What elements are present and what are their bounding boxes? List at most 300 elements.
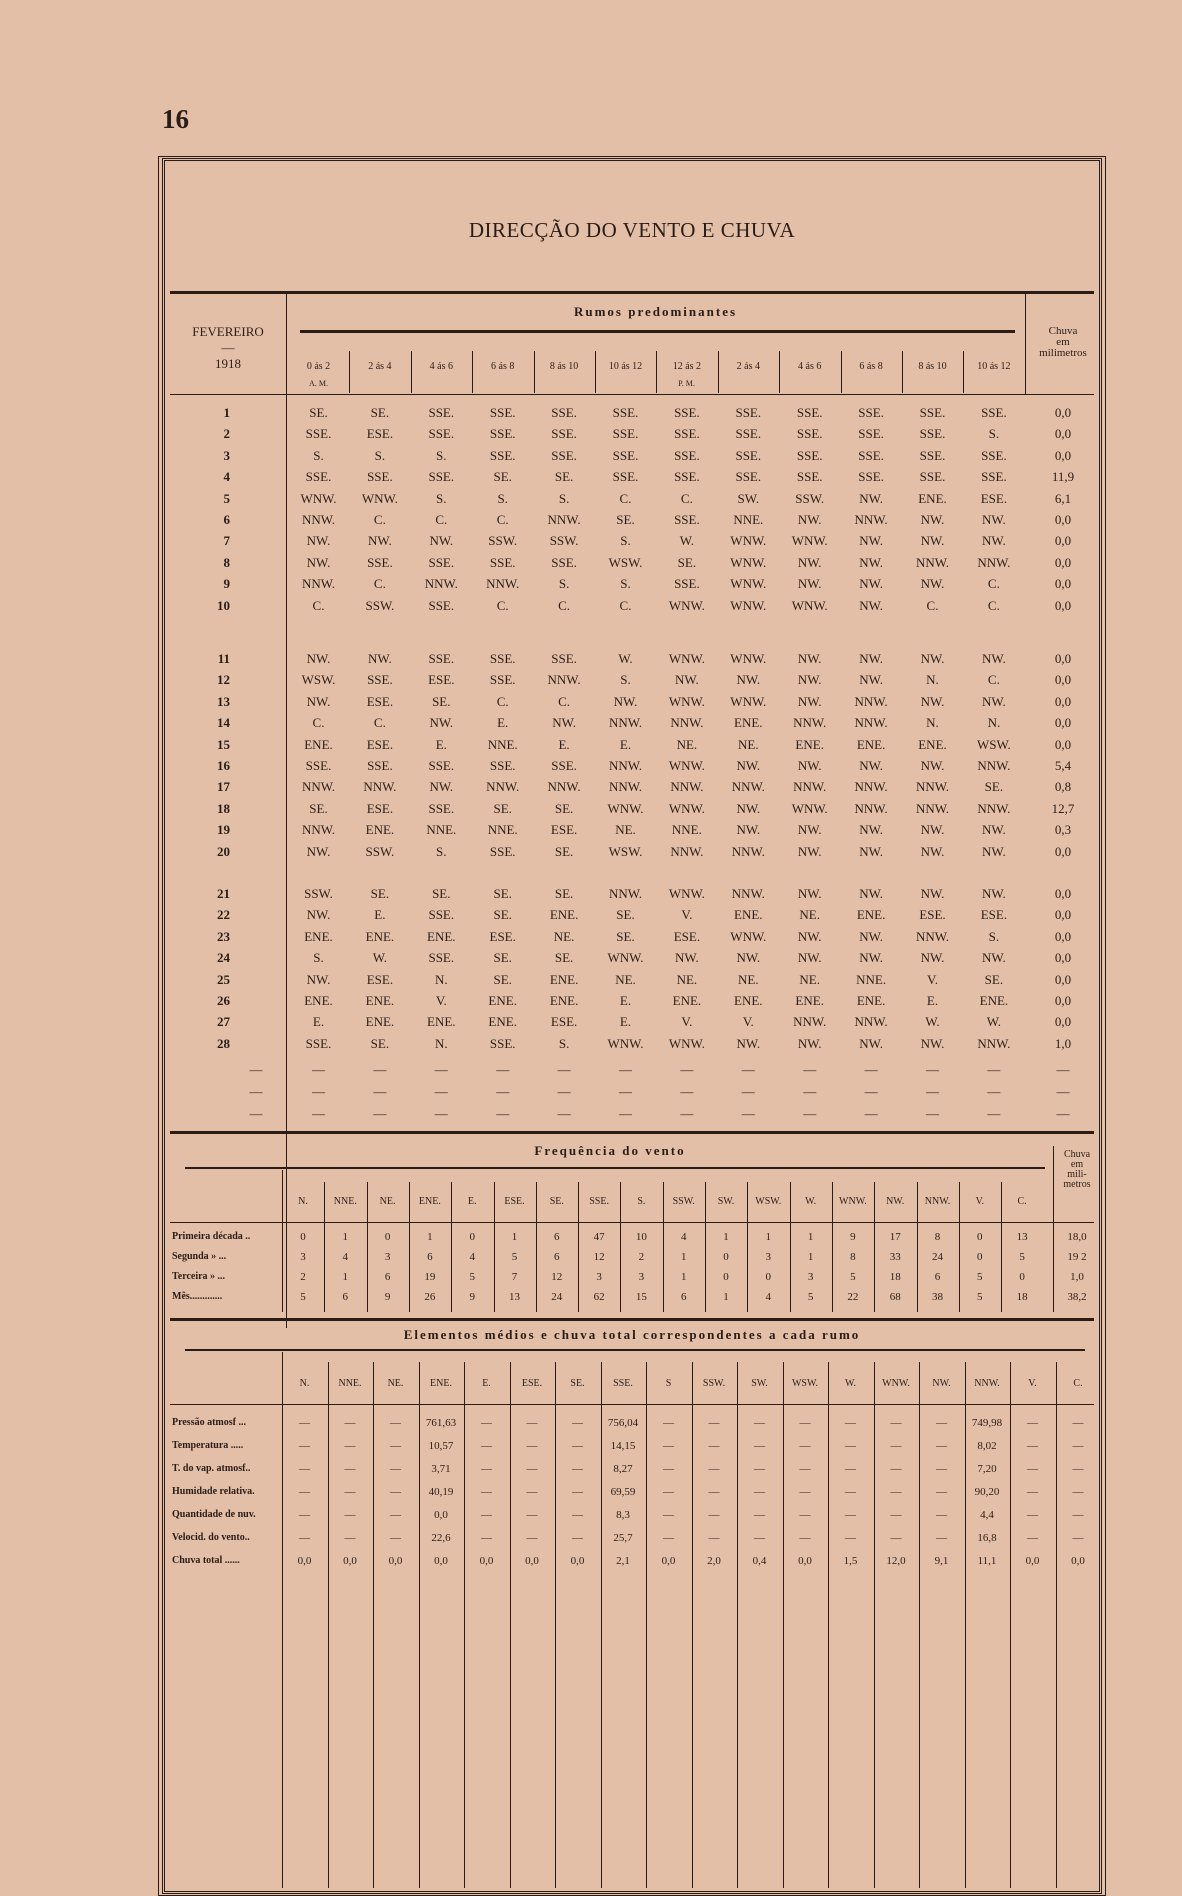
wind-direction-cell: ESE. [366, 426, 394, 442]
wind-direction-cell: NW. [920, 886, 945, 901]
wind-direction-cell: NE. [799, 907, 820, 923]
rain-header [1026, 326, 1100, 359]
element-cell: 0,0 [434, 1555, 448, 1567]
hour-header: 8 ás 10 [918, 361, 947, 372]
wind-direction-cell: NNW. [731, 886, 765, 901]
wind-direction-cell: NNE. [487, 736, 518, 752]
element-cell: — [845, 1486, 856, 1498]
rain-header-freq [1054, 1150, 1100, 1190]
wind-direction-cell: NW. [982, 693, 1006, 709]
wind-direction-cell: NW. [613, 693, 638, 709]
element-cell: 90,20 [974, 1486, 1000, 1498]
element-cell: — [845, 1463, 856, 1475]
direction-header: W. [805, 1196, 817, 1207]
element-cell: 0,0 [1025, 1555, 1040, 1567]
wind-direction-cell: C. [619, 490, 632, 506]
wind-direction-cell: ESE. [366, 736, 394, 752]
wind-direction-cell: W. [679, 533, 695, 549]
frequency-cell: 0 [723, 1271, 729, 1283]
frequency-cell: 0 [723, 1251, 729, 1263]
element-cell: — [754, 1532, 765, 1544]
frequency-cell: 2 [638, 1251, 645, 1263]
wind-direction-cell: NW. [859, 651, 883, 666]
row-label: Terceira » ... [172, 1271, 226, 1282]
section-title-frequencia: Frequência do vento [534, 1143, 686, 1158]
frequency-cell: 1 [342, 1231, 349, 1243]
rain-header-line: Chuva [1048, 325, 1078, 337]
frequency-cell: 5 [850, 1271, 856, 1283]
element-cell: — [663, 1509, 674, 1521]
element-cell: — [1072, 1463, 1084, 1475]
wind-direction-cell: SSE. [919, 405, 946, 420]
wind-direction-cell: NW. [982, 886, 1006, 901]
wind-direction-cell: ESE. [550, 1014, 578, 1030]
direction-header: C. [1017, 1196, 1027, 1207]
frequency-cell: 6 [934, 1271, 941, 1283]
blank-mark: — [312, 1062, 325, 1077]
wind-direction-cell: SE. [984, 779, 1004, 795]
element-cell: — [390, 1463, 401, 1475]
wind-direction-cell: C. [987, 597, 1000, 613]
wind-direction-cell: NNW. [854, 1014, 888, 1030]
wind-direction-cell: SSE. [981, 405, 1007, 420]
wind-direction-cell: NW. [982, 651, 1006, 666]
element-cell: — [390, 1532, 401, 1544]
row-label: Humidade relativa. [172, 1486, 255, 1497]
element-cell: — [1072, 1509, 1084, 1521]
wind-direction-cell: SSE. [919, 469, 946, 485]
element-cell: 756,04 [607, 1417, 639, 1429]
direction-header: ESE. [521, 1378, 543, 1389]
header-rule [170, 1222, 1094, 1223]
frequency-cell: 9 [850, 1231, 856, 1243]
rain-cell: 6,1 [1054, 490, 1072, 506]
element-cell: — [299, 1509, 310, 1521]
wind-direction-cell: SSE. [674, 426, 700, 442]
wind-direction-cell: ENE. [549, 993, 579, 1008]
wind-direction-cell: S. [313, 447, 324, 463]
wind-direction-cell: NE. [738, 736, 759, 752]
element-cell: — [754, 1486, 765, 1498]
wind-direction-cell: SSE. [489, 651, 516, 666]
wind-direction-cell: SE. [493, 950, 512, 966]
wind-direction-cell: SSE. [796, 469, 823, 485]
element-cell: 0,0 [525, 1555, 539, 1567]
frequency-cell: 12 [551, 1271, 563, 1283]
frequency-cell: 6 [342, 1291, 349, 1303]
am-label: A. M. [309, 379, 328, 388]
rain-cell: 38,2 [1067, 1291, 1087, 1303]
direction-header: NNE. [338, 1378, 362, 1389]
element-cell: — [344, 1417, 356, 1429]
wind-direction-cell: C. [987, 576, 1000, 592]
wind-direction-cell: E. [926, 993, 939, 1008]
wind-direction-cell: SSE. [858, 447, 884, 463]
direction-header: N. [299, 1378, 310, 1389]
frequency-cell: 0 [300, 1231, 306, 1243]
day-number: 8 [223, 554, 230, 570]
wind-direction-cell: W. [925, 1014, 940, 1030]
wind-direction-cell: NW. [368, 533, 392, 549]
wind-direction-cell: WNW. [668, 651, 705, 666]
wind-direction-cell: NNW. [670, 843, 704, 859]
month-label: FEVEREIRO [192, 324, 264, 339]
blank-mark: — [803, 1106, 817, 1121]
column-divider [534, 351, 535, 393]
wind-direction-cell: S. [497, 490, 508, 506]
rain-cell: 5,4 [1054, 758, 1072, 773]
wind-direction-cell: ESE. [366, 693, 394, 709]
wind-direction-cell: NW. [859, 597, 883, 613]
wind-direction-cell: NNW. [670, 779, 704, 795]
wind-direction-cell: SSE. [612, 405, 639, 420]
element-cell: — [936, 1486, 947, 1498]
wind-direction-cell: SSE. [551, 758, 577, 773]
wind-direction-cell: NW. [920, 843, 945, 859]
rain-cell: 12,7 [1051, 800, 1075, 816]
frequency-cell: 1 [342, 1271, 349, 1283]
wind-direction-cell: NW. [982, 843, 1006, 859]
wind-direction-cell: ENE. [365, 1014, 395, 1030]
blank-mark: — [803, 1062, 817, 1077]
wind-direction-cell: NW. [859, 490, 883, 506]
month-header [170, 324, 286, 372]
element-cell: — [299, 1417, 310, 1429]
wind-direction-cell: SSW. [365, 597, 395, 613]
wind-direction-cell: NNW. [301, 822, 336, 838]
section-title-elementos: Elementos médios e chuva total correspondentes a cada rumo [403, 1327, 861, 1342]
day-number: 1 [223, 405, 230, 420]
wind-direction-cell: SE. [493, 907, 512, 923]
direction-header: NW. [932, 1378, 951, 1389]
wind-direction-cell: ENE. [488, 993, 517, 1008]
blank-mark: — [557, 1062, 571, 1077]
wind-direction-cell: NNW. [486, 576, 520, 592]
wind-direction-cell: ESE. [550, 822, 578, 838]
blank-mark: — [619, 1106, 632, 1121]
wind-direction-cell: ENE. [734, 907, 763, 923]
element-cell: 10,57 [428, 1440, 454, 1452]
wind-direction-cell: SSE. [551, 554, 577, 570]
wind-direction-cell: SSE. [367, 554, 393, 570]
wind-direction-cell: SSW. [304, 886, 333, 901]
rain-cell: 0,0 [1054, 950, 1072, 966]
wind-direction-cell: C. [312, 597, 325, 613]
wind-direction-cell: NW. [675, 950, 699, 966]
wind-direction-cell: SSE. [674, 447, 700, 463]
element-cell: — [754, 1509, 765, 1521]
frequency-cell: 38 [932, 1291, 943, 1303]
frequency-cell: 9 [384, 1291, 391, 1303]
wind-direction-cell: S. [988, 426, 1000, 442]
wind-direction-cell: SSE. [735, 405, 762, 420]
wind-direction-cell: SE. [616, 928, 635, 944]
rain-cell: 11,9 [1051, 469, 1075, 485]
wind-direction-cell: ENE. [918, 736, 947, 752]
frequency-cell: 6 [554, 1231, 560, 1243]
blank-mark: — [1056, 1106, 1070, 1121]
wind-direction-cell: NW. [429, 715, 454, 731]
wind-direction-cell: SE. [432, 693, 451, 709]
wind-direction-cell: V. [681, 907, 693, 923]
blank-mark: — [680, 1062, 694, 1077]
wind-direction-cell: E. [619, 1014, 632, 1030]
wind-direction-cell: C. [926, 597, 939, 613]
element-cell: 4,4 [980, 1509, 994, 1521]
wind-direction-cell: NW. [368, 651, 392, 666]
day-number: 9 [223, 576, 230, 592]
blank-mark: — [249, 1084, 263, 1099]
wind-direction-cell: SSE. [428, 907, 455, 923]
row-label: Chuva total ...... [172, 1555, 240, 1566]
wind-direction-cell: C. [435, 512, 448, 527]
wind-direction-cell: NW. [736, 1035, 761, 1051]
element-cell: — [708, 1532, 720, 1544]
rain-cell: 0,0 [1054, 405, 1072, 420]
wind-direction-cell: NW. [306, 651, 331, 666]
column-divider [718, 351, 719, 393]
blank-mark: — [926, 1106, 939, 1121]
frequency-cell: 13 [1016, 1231, 1028, 1243]
direction-header: WNW. [882, 1378, 910, 1389]
element-cell: 25,7 [613, 1532, 633, 1544]
wind-direction-cell: SSE. [428, 554, 455, 570]
blank-mark: — [987, 1084, 1001, 1099]
day-number: 26 [217, 993, 230, 1008]
frequency-cell: 62 [593, 1291, 605, 1303]
direction-header: N. [298, 1196, 308, 1207]
wind-direction-cell: SSE. [428, 597, 455, 613]
wind-direction-cell: SSE. [735, 447, 762, 463]
blank-mark: — [373, 1062, 387, 1077]
wind-direction-cell: ENE. [856, 993, 886, 1008]
frequency-cell: 68 [889, 1291, 901, 1303]
element-cell: — [708, 1417, 720, 1429]
element-cell: — [754, 1440, 765, 1452]
wind-direction-cell: WSW. [976, 736, 1011, 752]
element-cell: 3,71 [431, 1463, 451, 1475]
element-cell: 0,0 [798, 1555, 812, 1567]
wind-direction-cell: NNW. [854, 512, 888, 527]
rain-header-line: mili- [1067, 1169, 1087, 1180]
direction-header: SSW. [702, 1378, 726, 1389]
wind-direction-cell: N. [987, 715, 1001, 731]
column-divider [282, 1352, 283, 1888]
direction-header: SSE. [613, 1378, 633, 1389]
element-cell: 22,6 [431, 1532, 451, 1544]
rain-header-line: em [1070, 1159, 1084, 1170]
wind-direction-cell: SSE. [551, 426, 577, 442]
wind-direction-cell: S. [374, 447, 386, 463]
wind-direction-cell: ENE. [795, 993, 824, 1008]
wind-direction-cell: ESE. [489, 928, 516, 944]
element-cell: 0,0 [343, 1555, 357, 1567]
wind-direction-cell: NW. [920, 651, 945, 666]
direction-header: W. [844, 1378, 857, 1389]
wind-direction-cell: SSE. [489, 1035, 516, 1051]
wind-direction-cell: ENE. [856, 907, 886, 923]
hour-header: 4 ás 6 [798, 361, 822, 372]
group-brace [185, 1167, 1045, 1169]
wind-direction-cell: NW. [920, 1035, 945, 1051]
rain-cell: 0,0 [1054, 693, 1072, 709]
element-cell: 0,0 [479, 1555, 494, 1567]
wind-direction-cell: NNW. [915, 928, 950, 944]
wind-direction-cell: ESE. [980, 907, 1008, 923]
frequency-cell: 1 [723, 1291, 729, 1303]
wind-direction-cell: WNW. [300, 490, 337, 506]
wind-direction-cell: NNW. [731, 779, 765, 795]
direction-header: SSW. [672, 1196, 695, 1207]
frequency-cell: 8 [850, 1251, 856, 1263]
wind-direction-cell: NW. [797, 512, 822, 527]
frequency-cell: 4 [680, 1231, 687, 1243]
element-cell: — [299, 1440, 310, 1452]
wind-direction-cell: ENE. [365, 928, 395, 944]
group-brace [300, 330, 660, 333]
header-rule [170, 394, 1094, 395]
rain-cell: 0,0 [1054, 447, 1072, 463]
element-cell: — [890, 1532, 902, 1544]
wind-direction-cell: NW. [982, 822, 1006, 838]
wind-direction-cell: NW. [797, 554, 822, 570]
wind-direction-cell: NNW. [915, 554, 950, 570]
rain-header-line: em [1056, 336, 1070, 348]
wind-direction-cell: SE. [554, 886, 574, 901]
column-divider [595, 351, 596, 393]
wind-direction-cell: NNW. [977, 800, 1011, 816]
element-cell: 0,0 [297, 1555, 312, 1567]
element-cell: — [481, 1417, 492, 1429]
day-number: 5 [223, 490, 230, 506]
element-cell: — [1027, 1440, 1038, 1452]
column-divider [779, 351, 780, 393]
page-title: DIRECÇÃO DO VENTO E CHUVA [468, 218, 796, 242]
wind-direction-cell: SSE. [489, 447, 516, 463]
frequency-cell: 3 [638, 1271, 645, 1283]
element-cell: 749,98 [971, 1417, 1003, 1429]
rain-cell: 18,0 [1067, 1231, 1087, 1243]
column-divider [411, 351, 412, 393]
element-cell: — [344, 1509, 356, 1521]
element-cell: 8,02 [977, 1440, 997, 1452]
wind-direction-cell: ENE. [918, 490, 947, 506]
frequency-cell: 3 [596, 1271, 602, 1283]
section-rule [170, 1318, 1094, 1321]
wind-direction-cell: WNW. [791, 533, 828, 549]
wind-direction-cell: WNW. [607, 800, 644, 816]
element-cell: — [799, 1463, 811, 1475]
wind-direction-cell: E. [497, 715, 509, 731]
header-rule [170, 1404, 1094, 1405]
wind-direction-cell: WNW. [668, 758, 705, 773]
wind-direction-cell: NNW. [301, 576, 336, 592]
direction-header: C. [1073, 1378, 1083, 1389]
wind-direction-cell: SE. [616, 512, 635, 527]
wind-direction-cell: ENE. [734, 993, 763, 1008]
element-cell: — [754, 1463, 765, 1475]
wind-direction-cell: NW. [736, 672, 761, 688]
wind-direction-cell: WNW. [730, 576, 767, 592]
element-cell: — [572, 1417, 583, 1429]
blank-mark: — [496, 1062, 510, 1077]
direction-header: NW. [886, 1196, 905, 1207]
wind-direction-cell: C. [680, 490, 693, 506]
wind-direction-cell: ENE. [365, 822, 395, 838]
rain-cell: 0,0 [1054, 426, 1072, 442]
element-cell: — [344, 1463, 356, 1475]
element-cell: — [526, 1440, 538, 1452]
frequency-cell: 5 [977, 1271, 983, 1283]
day-number: 3 [223, 447, 230, 463]
direction-header: ENE. [430, 1378, 452, 1389]
wind-direction-cell: NW. [982, 950, 1006, 966]
wind-direction-cell: SW. [737, 490, 760, 506]
wind-direction-cell: NW. [920, 512, 945, 527]
section-rule [170, 291, 1094, 294]
element-cell: — [708, 1463, 720, 1475]
frequency-cell: 5 [469, 1271, 475, 1283]
element-cell: — [481, 1463, 492, 1475]
wind-direction-cell: NE. [676, 736, 698, 752]
wind-direction-cell: NW. [736, 822, 761, 838]
wind-direction-cell: NW. [920, 822, 945, 838]
element-cell: — [845, 1440, 856, 1452]
wind-direction-cell: ENE. [672, 993, 702, 1008]
wind-direction-cell: N. [434, 971, 448, 987]
direction-header: E. [467, 1196, 477, 1207]
blank-mark: — [373, 1084, 387, 1099]
wind-direction-cell: S. [988, 928, 1000, 944]
wind-direction-cell: SSE. [489, 405, 516, 420]
element-cell: — [936, 1509, 947, 1521]
element-cell: — [663, 1486, 674, 1498]
wind-direction-cell: WNW. [668, 886, 705, 901]
element-cell: — [845, 1532, 856, 1544]
wind-direction-cell: C. [373, 512, 386, 527]
day-number: 24 [217, 950, 230, 966]
frequency-cell: 6 [427, 1251, 433, 1263]
element-cell: — [708, 1509, 720, 1521]
element-cell: 0,0 [661, 1555, 676, 1567]
element-cell: — [936, 1417, 947, 1429]
wind-direction-cell: E. [374, 907, 386, 923]
wind-direction-cell: SSE. [489, 672, 516, 688]
wind-direction-cell: SSE. [367, 758, 393, 773]
rain-cell: 0,8 [1054, 779, 1072, 795]
wind-direction-cell: S. [436, 490, 447, 506]
blank-mark: — [864, 1106, 878, 1121]
wind-direction-cell: N. [926, 715, 939, 731]
wind-direction-cell: SSE. [428, 758, 455, 773]
column-divider [841, 351, 842, 393]
wind-direction-cell: SE. [554, 950, 574, 966]
element-cell: — [845, 1417, 856, 1429]
wind-direction-cell: WNW. [668, 597, 705, 613]
blank-mark: — [680, 1084, 694, 1099]
wind-direction-cell: NW. [982, 533, 1006, 549]
frequency-cell: 24 [551, 1291, 563, 1303]
frequency-cell: 1 [807, 1231, 814, 1243]
wind-direction-cell: SSE. [489, 843, 516, 859]
direction-header: WSW. [791, 1378, 819, 1389]
rain-cell: 0,0 [1054, 907, 1072, 923]
element-cell: 69,59 [610, 1486, 636, 1498]
day-number: 15 [217, 736, 230, 752]
day-number: 22 [217, 907, 230, 923]
frequency-cell: 5 [511, 1251, 518, 1263]
element-cell: — [1072, 1486, 1084, 1498]
